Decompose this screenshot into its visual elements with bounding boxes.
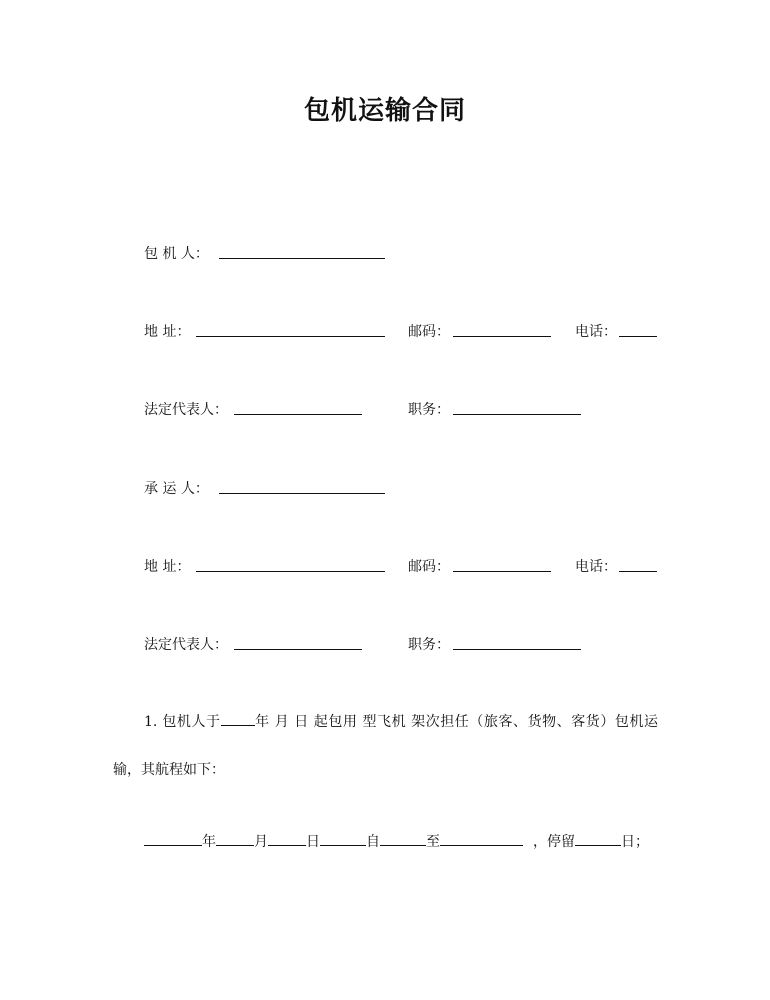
schedule-stay-field[interactable]	[575, 829, 621, 846]
charterer-postcode-label: 邮码：	[408, 324, 450, 340]
charterer-address-field[interactable]	[196, 320, 385, 337]
carrier-address-row	[0, 555, 770, 579]
carrier-rep-label: 法定代表人：	[144, 637, 228, 653]
charterer-position-label: 职务：	[408, 402, 450, 418]
charterer-rep-field[interactable]	[234, 398, 362, 415]
carrier-rep-row	[0, 633, 770, 657]
schedule-from-field[interactable]	[320, 829, 366, 846]
schedule-month-field[interactable]	[216, 829, 254, 846]
charterer-address-label: 地 址：	[144, 324, 191, 340]
carrier-name-row	[0, 477, 770, 501]
schedule-year-label: 年	[202, 834, 216, 850]
clause-1-rest: 年 月 日 起包用 型飞机 架次担任（旅客、货物、客货）包机运输，其航程如下：	[113, 714, 658, 778]
schedule-day-field[interactable]	[268, 829, 306, 846]
carrier-rep-field[interactable]	[234, 633, 362, 650]
schedule-stay-label: ，停留	[533, 834, 575, 850]
schedule-month-label: 月	[254, 834, 268, 850]
charterer-address-row	[0, 320, 770, 344]
charterer-postcode-field[interactable]	[453, 320, 551, 337]
schedule-dest-field[interactable]	[440, 829, 523, 846]
charterer-rep-row	[0, 398, 770, 422]
carrier-position-label: 职务：	[408, 637, 450, 653]
schedule-days-label: 日；	[621, 834, 649, 850]
carrier-position-field[interactable]	[453, 633, 581, 650]
document-title: 包机运输合同	[303, 96, 466, 126]
clause-1	[113, 698, 658, 794]
carrier-postcode-label: 邮码：	[408, 559, 450, 575]
charterer-name-field[interactable]	[219, 242, 385, 259]
carrier-address-field[interactable]	[196, 555, 385, 572]
carrier-phone-label: 电话：	[575, 559, 617, 575]
charterer-rep-label: 法定代表人：	[144, 402, 228, 418]
schedule-year-field[interactable]	[144, 829, 202, 846]
charterer-phone-label: 电话：	[575, 324, 617, 340]
schedule-row	[144, 829, 649, 854]
clause-1-year-field[interactable]	[221, 711, 255, 726]
charterer-position-field[interactable]	[453, 398, 581, 415]
carrier-name-field[interactable]	[219, 477, 385, 494]
carrier-name-label: 承 运 人：	[144, 481, 209, 497]
carrier-address-label: 地 址：	[144, 559, 191, 575]
carrier-postcode-field[interactable]	[453, 555, 551, 572]
clause-1-start: 1. 包机人于	[144, 714, 221, 730]
charterer-name-label: 包 机 人：	[144, 246, 209, 262]
carrier-phone-field[interactable]	[619, 555, 657, 572]
schedule-to-field[interactable]	[380, 829, 426, 846]
charterer-phone-field[interactable]	[619, 320, 657, 337]
schedule-from-label: 自	[366, 834, 380, 850]
charterer-name-row	[0, 242, 770, 266]
schedule-day-label: 日	[306, 834, 320, 850]
schedule-to-label: 至	[426, 834, 440, 850]
